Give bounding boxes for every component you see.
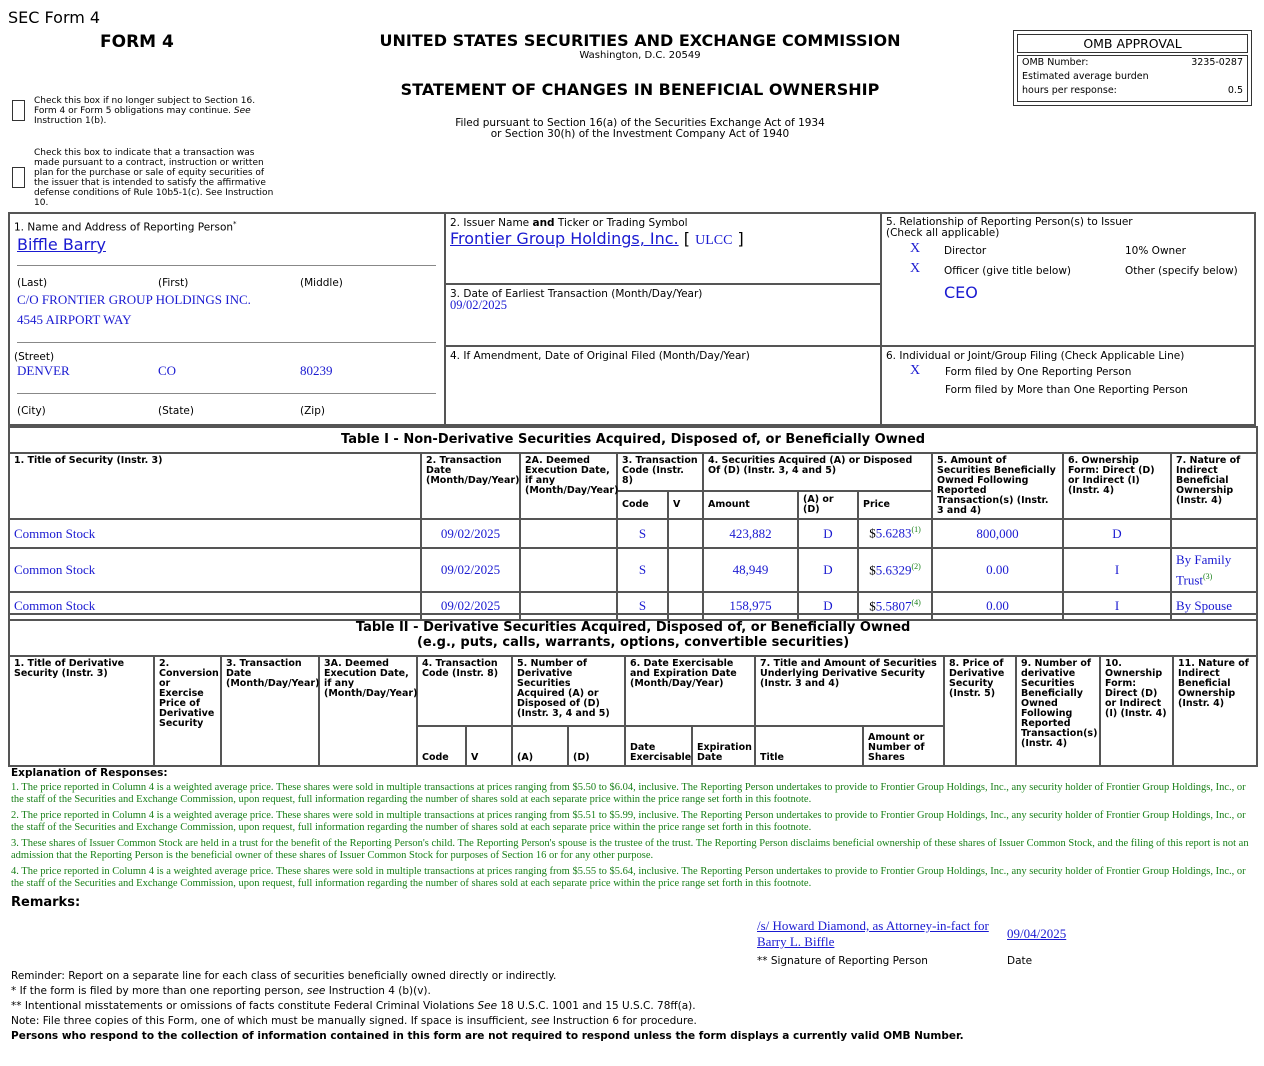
table2-header-conversion: 2. Conversion or Exercise Price of Derivative Security (154, 656, 221, 766)
table-row (9, 519, 1257, 548)
table2-header-nature: 11. Nature of Indirect Beneficial Ownership (Instr. 4) (1173, 656, 1257, 766)
divider (444, 283, 882, 285)
footnote-2: 2. The price reported in Column 4 is a weighted average price. These shares were sold in multiple transactions at prices ranging from $5.51 to $5.99, inclusive. The Reporting Person undertakes to provide to Frontier Group Holdings, Inc., any security holder of Frontier Group Holdings, Inc., or the staff of the Securities and Exchange Commission, upon request, full information regarding the number of shares sold at each separate price within the price range set forth in this footnote. (11, 810, 1246, 833)
price-value: 5.6283 (875, 525, 912, 541)
officer-check-mark: X (910, 261, 921, 276)
table2-header-exercisable: 6. Date Exercisable and Expiration Date (Month/Day/Year) (625, 656, 755, 726)
statement-title: STATEMENT OF CHANGES IN BENEFICIAL OWNERSHIP (400, 80, 880, 99)
transaction-code: S (617, 519, 668, 548)
acquired-disposed: D (798, 592, 858, 620)
issuer-label-b: Ticker or Trading Symbol (554, 217, 688, 229)
omb-hours-label: hours per response: (1022, 85, 1117, 96)
transaction-date: 09/02/2025 (421, 519, 520, 548)
zip-label: (Zip) (300, 405, 325, 417)
reporting-person-name-link[interactable]: Biffle Barry (17, 235, 106, 254)
dollar-sign: $ (869, 562, 876, 578)
note-see: see (531, 1015, 550, 1027)
footnote-ref: (4) (911, 597, 921, 607)
table1-subheader-ad: (A) or (D) (798, 491, 858, 519)
signature-label: ** Signature of Reporting Person (757, 955, 928, 967)
table1-header-owned: 5. Amount of Securities Beneficially Owned Following Reported Transaction(s) (Instr. 3 and 4) (932, 453, 1063, 519)
security-title: Common Stock (9, 519, 421, 548)
price-value: 5.5807 (875, 598, 912, 614)
amount: 423,882 (703, 519, 798, 548)
table-row (9, 548, 1257, 592)
one-person-label: Form filed by One Reporting Person (945, 366, 1132, 378)
star-note-b: Instruction 4 (b)(v). (325, 985, 431, 997)
nature-of-ownership: By Spouse (1171, 592, 1257, 620)
earliest-date-value: 09/02/2025 (450, 298, 507, 312)
rule10b5-checkbox-label: Check this box to indicate that a transaction was made pursuant to a contract, instruction or written plan for the purchase or sale of equity securities of the issuer that is intended to satisfy the affirmative defense conditions of Rule 10b5-1(c). See Instruction 10. (34, 148, 274, 208)
table1-header-date: 2. Transaction Date (Month/Day/Year) (421, 453, 520, 519)
table2-header-form: 10. Ownership Form: Direct (D) or Indirect (I) (Instr. 4) (1100, 656, 1173, 766)
issuer-line (450, 229, 744, 249)
zip-value: 80239 (300, 363, 333, 378)
asterisk: * (233, 220, 237, 228)
document-title: SEC Form 4 (8, 8, 101, 27)
bracket-close: ] (737, 229, 744, 248)
table2-header-number: 5. Number of Derivative Securities Acquired (A) or Disposed of (D) (Instr. 3, 4 and 5) (512, 656, 625, 726)
issuer-label-and: and (532, 217, 555, 229)
table2-subheader-amount: Amount or Number of Shares (863, 726, 944, 766)
price (858, 519, 932, 548)
table2-subheader-date-exercisable: Date Exercisable (625, 726, 692, 766)
more-persons-label: Form filed by More than One Reporting Person (945, 384, 1188, 396)
rule10b5-checkbox[interactable] (12, 167, 25, 188)
signature-date-link[interactable]: 09/04/2025 (1007, 926, 1067, 941)
table2-subheader-d: (D) (568, 726, 625, 766)
one-person-check-mark: X (910, 363, 921, 378)
price (858, 548, 932, 592)
owned-following: 800,000 (932, 519, 1063, 548)
note-a: Note: File three copies of this Form, one of which must be manually signed. If space is insufficient, (11, 1015, 532, 1027)
divider (880, 212, 882, 426)
table2-subheader-expiration: Expiration Date (692, 726, 755, 766)
security-title: Common Stock (9, 548, 421, 592)
table2-title-line-1: Table II - Derivative Securities Acquired, Disposed of, or Beneficially Owned (355, 620, 911, 635)
table2-header-code: 4. Transaction Code (Instr. 8) (417, 656, 512, 726)
copies-note (11, 1015, 697, 1027)
table2-subheader-a: (A) (512, 726, 568, 766)
deemed-date (520, 548, 617, 592)
deemed-date (520, 519, 617, 548)
star-note-see: see (306, 985, 326, 997)
director-label: Director (944, 245, 987, 257)
dstar-note-a: ** Intentional misstatements or omissions of facts constitute Federal Criminal Violations (11, 1000, 478, 1012)
remarks-heading: Remarks: (11, 895, 81, 910)
table1-header-form: 6. Ownership Form: Direct (D) or Indirect (I) (Instr. 4) (1063, 453, 1171, 519)
table1-title: Table I - Non-Derivative Securities Acquired, Disposed of, or Beneficially Owned (9, 427, 1257, 453)
table2-header-underlying: 7. Title and Amount of Securities Underlying Derivative Security (Instr. 3 and 4) (755, 656, 944, 726)
note-b: Instruction 6 for procedure. (549, 1015, 697, 1027)
checkbox1-instr: Instruction 1(b). (34, 116, 107, 126)
checkbox1-see: See (233, 106, 251, 116)
street-line-2: 4545 AIRPORT WAY (17, 312, 132, 327)
table1-header-code: 3. Transaction Code (Instr. 8) (617, 453, 703, 491)
issuer-label-a: 2. Issuer Name (450, 217, 533, 229)
amendment-label: 4. If Amendment, Date of Original Filed (Month/Day/Year) (450, 350, 750, 362)
form-number: FORM 4 (100, 32, 174, 52)
table1-subheader-amount: Amount (703, 491, 798, 519)
table1-subheader-price: Price (858, 491, 932, 519)
filed-line-2: or Section 30(h) of the Investment Company Act of 1940 (490, 128, 790, 140)
nature-text: By Family Trust (1176, 552, 1232, 588)
ownership-form: I (1063, 548, 1171, 592)
first-label: (First) (158, 277, 189, 289)
transaction-v (668, 548, 703, 592)
owned-following: 0.00 (932, 548, 1063, 592)
divider (17, 265, 436, 266)
relationship-label-1: 5. Relationship of Reporting Person(s) to Issuer (886, 216, 1133, 228)
ticker-symbol: ULCC (695, 233, 733, 248)
agency-name: UNITED STATES SECURITIES AND EXCHANGE COMMISSION (379, 31, 901, 50)
omb-number-value: 3235-0287 (1191, 57, 1243, 68)
footnote-4: 4. The price reported in Column 4 is a weighted average price. These shares were sold in multiple transactions at prices ranging from $5.55 to $5.64, inclusive. The Reporting Person undertakes to provide to Frontier Group Holdings, Inc., any security holder of Frontier Group Holdings, Inc., or the staff of the Securities and Exchange Commission, upon request, full information regarding the number of shares sold at each separate price within the price range set forth in this footnote. (11, 866, 1246, 889)
transaction-date: 09/02/2025 (421, 548, 520, 592)
omb-burden-label: Estimated average burden (1022, 71, 1149, 82)
state-label: (State) (158, 405, 194, 417)
reporting-person-label (14, 220, 237, 234)
earliest-date-label: 3. Date of Earliest Transaction (Month/Day/Year) (450, 288, 703, 300)
omb-hours-value: 0.5 (1227, 85, 1243, 96)
table1-subheader-v: V (668, 491, 703, 519)
signature-link[interactable]: /s/ Howard Diamond, as Attorney-in-fact for Barry L. Biffle (757, 918, 989, 949)
table2-header-deemed: 3A. Deemed Execution Date, if any (Month/Day/Year) (319, 656, 417, 766)
table2-derivative (8, 613, 1258, 767)
footnote-1: 1. The price reported in Column 4 is a weighted average price. These shares were sold in multiple transactions at prices ranging from $5.50 to $6.04, inclusive. The Reporting Person undertakes to provide to Frontier Group Holdings, Inc., any security holder of Frontier Group Holdings, Inc., or the staff of the Securities and Exchange Commission, upon request, full information regarding the number of shares sold at each separate price within the price range set forth in this footnote. (11, 782, 1246, 805)
omb-number-label: OMB Number: (1022, 57, 1089, 68)
city-label: (City) (17, 405, 46, 417)
dstar-note-b: 18 U.S.C. 1001 and 15 U.S.C. 78ff(a). (497, 1000, 696, 1012)
table2-title (9, 614, 1257, 656)
table2-header-date: 3. Transaction Date (Month/Day/Year) (221, 656, 319, 766)
table1-header-securities: 4. Securities Acquired (A) or Disposed Of (D) (Instr. 3, 4 and 5) (703, 453, 932, 491)
agency-city: Washington, D.C. 20549 (579, 50, 701, 61)
reporting-person-label-text: 1. Name and Address of Reporting Person (14, 221, 234, 234)
divider (444, 212, 446, 426)
star-note-a: * If the form is filed by more than one reporting person, (11, 985, 307, 997)
acquired-disposed: D (798, 548, 858, 592)
relationship-label (886, 217, 1133, 239)
dstar-note-see: See (477, 1000, 498, 1012)
divider (17, 342, 436, 343)
dollar-sign: $ (869, 598, 876, 614)
issuer-label (450, 217, 688, 229)
table1-header-deemed: 2A. Deemed Execution Date, if any (Month/Day/Year) (520, 453, 617, 519)
filing-label: 6. Individual or Joint/Group Filing (Check Applicable Line) (886, 350, 1185, 362)
ownership-form: D (1063, 519, 1171, 548)
footnote-ref: (3) (1202, 572, 1213, 582)
table2-header-price: 8. Price of Derivative Security (Instr. 5) (944, 656, 1016, 766)
table1-non-derivative (8, 426, 1258, 621)
transaction-date: 09/02/2025 (421, 592, 520, 620)
date-label: Date (1007, 955, 1033, 967)
divider (17, 393, 436, 394)
street-line-1: C/O FRONTIER GROUP HOLDINGS INC. (17, 292, 251, 307)
officer-title: CEO (944, 283, 978, 302)
other-label: Other (specify below) (1125, 265, 1238, 277)
footnote-ref: (1) (911, 525, 921, 535)
issuer-name-link[interactable]: Frontier Group Holdings, Inc. (450, 229, 679, 248)
multiple-persons-note (11, 985, 431, 997)
misstatement-note (11, 1000, 696, 1012)
nature-of-ownership (1171, 548, 1257, 592)
bracket-open: [ (683, 229, 690, 248)
street-label: (Street) (14, 351, 55, 363)
transaction-v (668, 519, 703, 548)
omb-details (1017, 55, 1248, 102)
acquired-disposed: D (798, 519, 858, 548)
footnote-3: 3. These shares of Issuer Common Stock are held in a trust for the benefit of the Reporting Person's child. The Reporting Person's spouse is the trustee of the trust. The Reporting Person disclaims beneficial ownership of these shares of Issuer Common Stock, and the filing of this report is not an admission that the Reporting Person is the beneficial owner of these shares of Issuer Common Stock for purposes of Section 16 or for any other purpose. (11, 838, 1249, 861)
section16-checkbox[interactable] (12, 100, 25, 121)
ten-pct-owner-label: 10% Owner (1125, 245, 1186, 257)
checkbox1-text: Check this box if no longer subject to Section 16. Form 4 or Form 5 obligations may continue. (34, 96, 256, 116)
table2-subheader-code: Code (417, 726, 466, 766)
section16-checkbox-label (34, 96, 274, 126)
table2-subheader-v: V (466, 726, 512, 766)
table2-header-title: 1. Title of Derivative Security (Instr. 3) (9, 656, 154, 766)
table2-subheader-title: Title (755, 726, 863, 766)
table1-header-title: 1. Title of Security (Instr. 3) (9, 453, 421, 519)
dollar-sign: $ (869, 525, 876, 541)
table2-header-owned: 9. Number of derivative Securities Beneficially Owned Following Reported Transaction(s) (Instr. 4) (1016, 656, 1100, 766)
ownership-form: I (1063, 592, 1171, 620)
state-value: CO (158, 363, 177, 378)
owned-following: 0.00 (932, 592, 1063, 620)
city-value: DENVER (17, 363, 70, 378)
table1-header-nature: 7. Nature of Indirect Beneficial Ownership (Instr. 4) (1171, 453, 1257, 519)
transaction-code: S (617, 548, 668, 592)
director-check-mark: X (910, 241, 921, 256)
footnote-ref: (2) (911, 561, 921, 571)
divider (444, 345, 1256, 347)
security-title: Common Stock (9, 592, 421, 620)
transaction-code: S (617, 592, 668, 620)
price-value: 5.6329 (875, 562, 912, 578)
middle-label: (Middle) (300, 277, 343, 289)
omb-title: OMB APPROVAL (1017, 34, 1248, 53)
nature-of-ownership (1171, 519, 1257, 548)
omb-approval-box (1013, 30, 1252, 106)
amount: 158,975 (703, 592, 798, 620)
amount: 48,949 (703, 548, 798, 592)
relationship-label-2: (Check all applicable) (886, 227, 1000, 239)
officer-label: Officer (give title below) (944, 265, 1072, 277)
last-label: (Last) (17, 277, 48, 289)
explanation-heading: Explanation of Responses: (11, 767, 168, 779)
reminder-text: Reminder: Report on a separate line for each class of securities beneficially owned directly or indirectly. (11, 970, 557, 982)
table1-subheader-code: Code (617, 491, 668, 519)
table2-title-line-2: (e.g., puts, calls, warrants, options, convertible securities) (416, 635, 850, 650)
omb-notice: Persons who respond to the collection of information contained in this form are not required to respond unless the form displays a currently valid OMB Number. (11, 1030, 964, 1042)
filed-line-1: Filed pursuant to Section 16(a) of the Securities Exchange Act of 1934 (455, 117, 825, 129)
